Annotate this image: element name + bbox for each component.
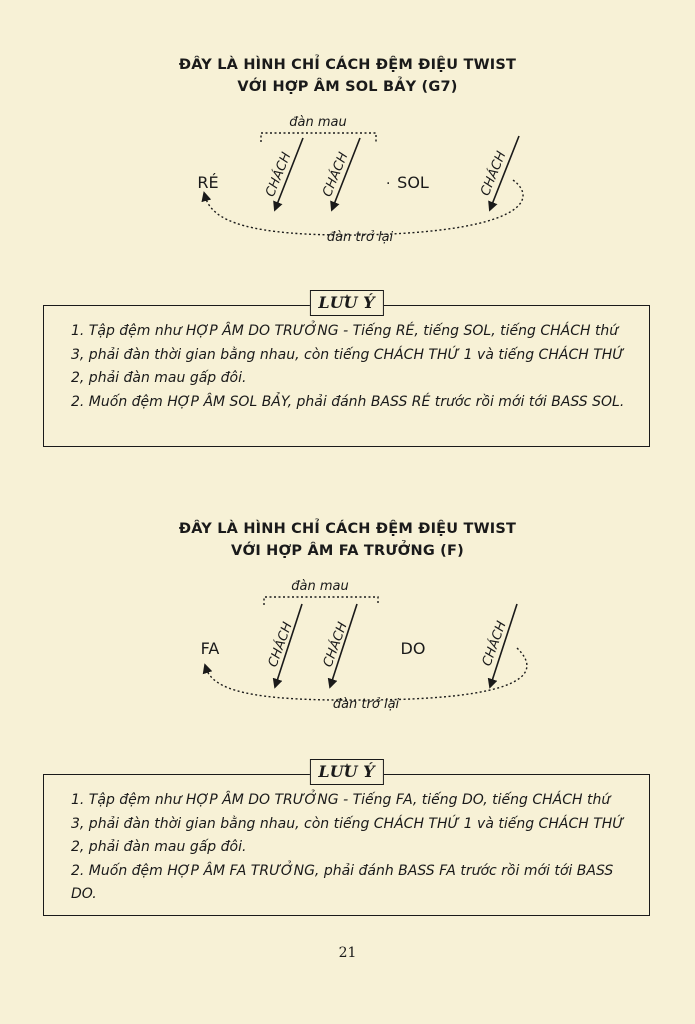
section2-note-box <box>43 762 650 916</box>
section2-title-line1: ĐÂY LÀ HÌNH CHỈ CÁCH ĐỆM ĐIỆU TWIST <box>178 521 517 537</box>
middle-note: SOL <box>397 173 429 192</box>
strum-label-2: CHÁCH <box>320 620 351 670</box>
dot-mark: · <box>386 176 391 192</box>
note-label: LƯU Ý <box>309 290 383 316</box>
strum-label-3: CHÁCH <box>479 619 510 669</box>
left-note: RÉ <box>197 173 219 192</box>
fast-label: đàn mau <box>289 115 347 130</box>
note-item-2: 2. Muốn đệm HỢP ÂM SOL BẢY, phải đánh BASS RÉ trước rồi mới tới BASS SOL. <box>71 393 625 410</box>
return-arrow <box>206 648 527 700</box>
note-text <box>44 306 649 422</box>
fast-bracket <box>264 597 378 605</box>
left-note: FA <box>200 639 220 658</box>
note-label: LƯU Ý <box>309 759 383 785</box>
return-label: đàn trở lại <box>332 697 400 712</box>
section2-title-line2: VỚI HỢP ÂM FA TRƯỞNG (F) <box>231 543 464 559</box>
strum-label-2: CHÁCH <box>320 150 352 200</box>
return-label: đàn trở lại <box>326 230 394 245</box>
note-item-1: 1. Tập đệm như HỢP ÂM DO TRƯỞNG - Tiếng RÉ, tiếng SOL, tiếng CHÁCH thứ 3, phải đàn thời gian bằng nhau, còn tiếng CHÁCH THỨ 1 và tiếng CHÁCH THỨ 2, phải đàn mau gấp đôi. <box>71 323 625 386</box>
middle-note: DO <box>400 639 426 658</box>
fast-label: đàn mau <box>291 579 349 594</box>
note-text <box>44 775 649 915</box>
page-number: 21 <box>338 945 357 961</box>
strum-label-1: CHÁCH <box>265 620 296 670</box>
strum-label-1: CHÁCH <box>263 150 295 200</box>
strum-label-3: CHÁCH <box>478 149 510 199</box>
note-item-2: 2. Muốn đệm HỢP ÂM FA TRƯỞNG, phải đánh BASS FA trước rồi mới tới BASS DO. <box>71 862 614 902</box>
section1-note-box <box>43 293 650 447</box>
section1-title-line1: ĐÂY LÀ HÌNH CHỈ CÁCH ĐỆM ĐIỆU TWIST <box>178 57 517 73</box>
note-item-1: 1. Tập đệm như HỢP ÂM DO TRƯỞNG - Tiếng FA, tiếng DO, tiếng CHÁCH thứ 3, phải đàn thời gian bằng nhau, còn tiếng CHÁCH THỨ 1 và tiếng CHÁCH THỨ 2, phải đàn mau gấp đôi. <box>71 792 625 855</box>
section1-title-line2: VỚI HỢP ÂM SOL BẢY (G7) <box>237 79 458 95</box>
return-arrow <box>205 180 523 235</box>
